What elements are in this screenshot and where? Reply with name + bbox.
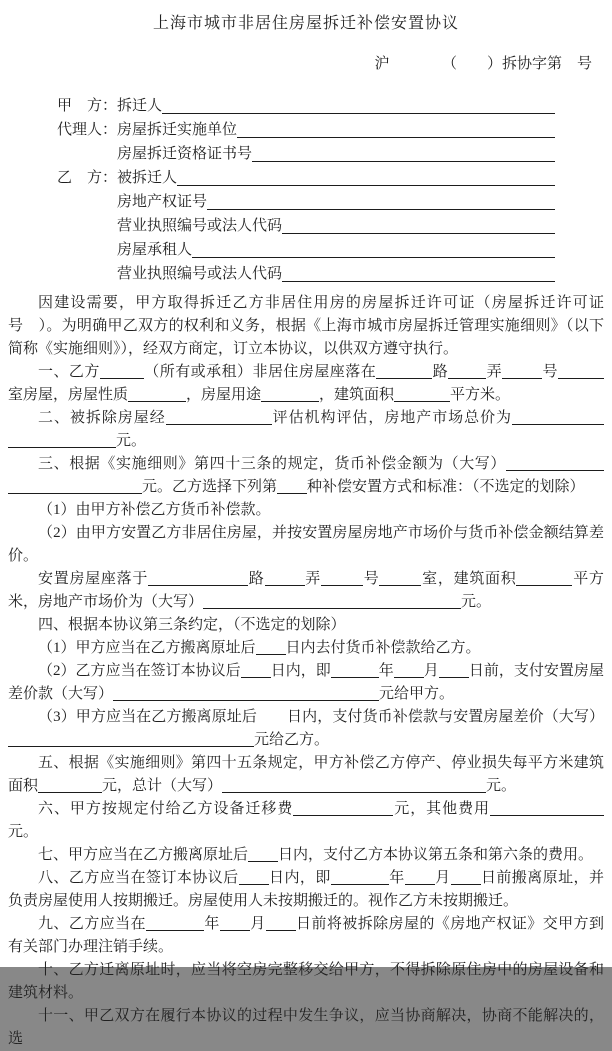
blank-field[interactable] (237, 118, 555, 138)
document-number-line: 沪 （ ）拆协字第 号 (374, 56, 592, 72)
party-role-label: 乙 方： (57, 170, 118, 186)
clause-text: 室，建筑面积 (421, 571, 517, 587)
clause-text: （1）由甲方补偿乙方货币补偿款。 (38, 502, 271, 518)
clause-4-option-3 (8, 706, 604, 752)
blank-field[interactable] (8, 492, 142, 494)
clause-4 (8, 614, 604, 637)
clause-text: 七、甲方应当在乙方搬离原址后 (38, 847, 249, 863)
blank-field[interactable] (256, 653, 286, 655)
blank-field[interactable] (220, 929, 250, 931)
party-role-label (57, 142, 117, 166)
clause-8 (8, 867, 604, 913)
clause-text: 元，总计（大写） (102, 778, 223, 794)
clause-text: 年 (203, 916, 220, 932)
blank-field[interactable] (162, 94, 555, 114)
clause-text: 月 (249, 916, 266, 932)
blank-field[interactable] (239, 883, 269, 885)
blank-field[interactable] (448, 377, 486, 379)
blank-gap[interactable] (257, 720, 287, 721)
clause-text: 日内，即 (268, 870, 331, 886)
clause-text: 弄 (304, 571, 321, 587)
clause-text: 室房屋，房屋性质 (8, 387, 129, 403)
blank-field[interactable] (207, 190, 555, 210)
blank-field[interactable] (266, 929, 296, 931)
clause-text: 九、乙方应当在 (38, 916, 146, 932)
clause-text: 安置房屋座落于 (38, 571, 149, 587)
blank-field[interactable] (252, 142, 555, 162)
clause-text: 元给甲方。 (379, 686, 455, 702)
blank-field[interactable] (203, 607, 461, 609)
clause-text: ，房屋用途 (186, 387, 262, 403)
clause-text: （所有或承租）非居住房屋座落在 (143, 364, 377, 380)
clause-text: 号 (362, 571, 380, 587)
blank-field[interactable] (379, 584, 421, 586)
clause-text: 月 (423, 663, 439, 679)
clause-3-option-1 (8, 499, 604, 522)
clause-text: 六、甲方按规定付给乙方设备迁移费 (38, 801, 294, 817)
clause-text: 二、被拆除房屋经 (38, 410, 166, 426)
clause-3 (8, 453, 604, 499)
party-role-label: 代理人： (57, 122, 118, 138)
blank-field[interactable] (451, 883, 481, 885)
blank-field[interactable] (146, 929, 204, 931)
blank-field[interactable] (394, 400, 450, 402)
clause-text: （2）由甲方安置乙方非居住房屋，并按安置房屋房地产市场价与货币补偿金额结算差价。 (8, 525, 604, 564)
clause-text: 十、乙方迁离原址时，应当将空房完整移交给甲方，不得拆除原住房中的房屋设备和建筑材料。 (8, 962, 604, 1001)
clause-7 (8, 844, 604, 867)
blank-field[interactable] (222, 791, 486, 793)
clause-text: 号 (542, 364, 558, 380)
blank-field[interactable] (241, 676, 271, 678)
clause-text: 平方米。 (450, 387, 511, 403)
blank-field[interactable] (293, 814, 393, 816)
blank-field[interactable] (282, 262, 555, 282)
document-title: 上海市城市非居住房屋拆迁补偿安置协议 (152, 15, 459, 32)
blank-field[interactable] (331, 676, 379, 678)
blank-field[interactable] (502, 377, 542, 379)
party-field-label: 营业执照编号或法人代码 (117, 218, 283, 234)
clause-text: 弄 (486, 364, 503, 380)
blank-field[interactable] (282, 214, 555, 234)
clause-6 (8, 798, 604, 844)
blank-field[interactable] (177, 166, 555, 186)
clause-text: 日前搬离原址，并负责房屋使用人按期搬迁。房屋使用人未按期搬迁的。视作乙方未按期搬迁。 (8, 870, 604, 909)
clause-9 (8, 913, 604, 959)
blank-field[interactable] (558, 377, 604, 379)
party-role-label (57, 262, 117, 286)
party-row-agent-cert (57, 142, 555, 166)
blank-field[interactable] (265, 584, 305, 586)
blank-field[interactable] (331, 883, 389, 885)
clause-text: 四、根据本协议第三条约定，（不选定的划除） (38, 617, 346, 633)
clause-text: 路 (432, 364, 449, 380)
blank-field[interactable] (261, 400, 319, 402)
clause-text: 月 (434, 870, 451, 886)
clause-text: 评估机构评估，房地产市场总价为 (271, 410, 512, 426)
clause-text: 元。乙方选择下列第 (142, 479, 278, 495)
blank-field[interactable] (38, 791, 102, 793)
party-row-agent (57, 118, 555, 142)
blank-field[interactable] (166, 423, 272, 425)
party-field-label: 拆迁人 (117, 98, 163, 114)
party-row-tenant (57, 238, 555, 262)
clause-text: 路 (248, 571, 265, 587)
party-field-label: 被拆迁人 (117, 170, 178, 186)
party-row-demolished (57, 166, 555, 190)
clause-text: 元，其他费用 (393, 801, 490, 817)
clause-text: 三、根据《实施细则》第四十三条的规定，货币补偿金额为（大写） (38, 456, 506, 472)
clause-text: 元。 (461, 594, 492, 610)
document-body (8, 292, 604, 1051)
blank-field[interactable] (321, 584, 363, 586)
blank-field[interactable] (148, 584, 248, 586)
party-row-property-cert (57, 190, 555, 214)
blank-field[interactable] (516, 584, 572, 586)
clause-text: 五、根据《实施细则》第四十五条规定，甲方补偿乙方停产、停业损失每平方米建筑面积 (8, 755, 604, 794)
clause-11 (8, 1005, 604, 1051)
clause-text: 日前将被拆除房屋的《房地产权证》交甲方到有关部门办理注销手续。 (8, 916, 604, 955)
clause-text: 平方米，房地产市场价为（大写） (8, 571, 604, 610)
blank-field[interactable] (248, 860, 278, 862)
clause-text: 种补偿安置方式和标准：（不选定的划除） (307, 479, 585, 495)
party-row-license-1 (57, 214, 555, 238)
clause-text: 日内，支付货币补偿款与安置房屋差价（大写） (286, 709, 604, 725)
blank-field[interactable] (192, 238, 555, 258)
party-row-demolisher (57, 94, 555, 118)
clause-4-option-2 (8, 660, 604, 706)
party-role-label (57, 238, 117, 262)
clause-text: 日内，支付乙方本协议第五条和第六条的费用。 (278, 847, 594, 863)
party-field-label: 营业执照编号或法人代码 (117, 266, 283, 282)
party-field-label: 房屋拆迁资格证书号 (117, 146, 253, 162)
blank-field[interactable] (8, 745, 254, 747)
party-row-license-2 (57, 262, 555, 286)
clause-text: （2）乙方应当在签订本协议后 (38, 663, 241, 679)
clause-text: 八、乙方应当在签订本协议后 (38, 870, 239, 886)
clause-text: 元。 (116, 433, 147, 449)
clause-text: 日前，支付安置房屋差价款（大写） (8, 663, 604, 702)
blank-field[interactable] (100, 377, 144, 379)
blank-field[interactable] (376, 377, 432, 379)
clause-2 (8, 407, 604, 453)
blank-field[interactable] (512, 423, 604, 425)
clause-text: 元。 (8, 824, 39, 840)
clause-3-option-2 (8, 522, 604, 568)
clause-text: 年 (378, 663, 394, 679)
clause-text: 元给乙方。 (254, 732, 330, 748)
blank-field[interactable] (8, 446, 116, 448)
blank-field[interactable] (128, 400, 186, 402)
clause-text: 日内，即 (270, 663, 331, 679)
intro-paragraph (8, 292, 604, 361)
party-field-label: 房地产权证号 (117, 194, 208, 210)
blank-field[interactable] (113, 699, 379, 701)
party-role-label: 甲 方： (57, 98, 118, 114)
clause-text: ，建筑面积 (319, 387, 395, 403)
clause-10 (8, 959, 604, 1005)
blank-field[interactable] (439, 676, 469, 678)
clause-text: （1）甲方应当在乙方搬离原址后 (38, 640, 256, 656)
clause-text: （3）甲方应当在乙方搬离原址后 (38, 709, 257, 725)
clause-1 (8, 361, 604, 407)
party-role-label (57, 214, 117, 238)
blank-field[interactable] (394, 676, 424, 678)
blank-field[interactable] (277, 492, 307, 494)
party-role-label (57, 190, 117, 214)
clause-3-resettle-house (8, 568, 604, 614)
clause-text: 因建设需要，甲方取得拆迁乙方非居住用房的房屋拆迁许可证（房屋拆迁许可证号 ）。为明确甲乙双方的权利和义务，根据《上海市城市房屋拆迁管理实施细则》（以下简称《实施细则》），经双方商定，订立本协议，以供双方遵守执行。 (8, 295, 604, 357)
clause-text: 元。 (486, 778, 517, 794)
party-field-label: 房屋承租人 (117, 242, 193, 258)
clause-5 (8, 752, 604, 798)
clause-text: 日内去付货币补偿款给乙方。 (285, 640, 481, 656)
parties-block (57, 94, 555, 286)
party-field-label: 房屋拆迁实施单位 (117, 122, 238, 138)
blank-field[interactable] (490, 814, 604, 816)
blank-field[interactable] (506, 469, 604, 471)
blank-field[interactable] (405, 883, 435, 885)
clause-text: 年 (388, 870, 405, 886)
clause-text: 一、乙方 (38, 364, 100, 380)
clause-text: 十一、甲乙双方在履行本协议的过程中发生争议，应当协商解决，协商不能解决的，选 (8, 1008, 604, 1047)
clause-4-option-1 (8, 637, 604, 660)
